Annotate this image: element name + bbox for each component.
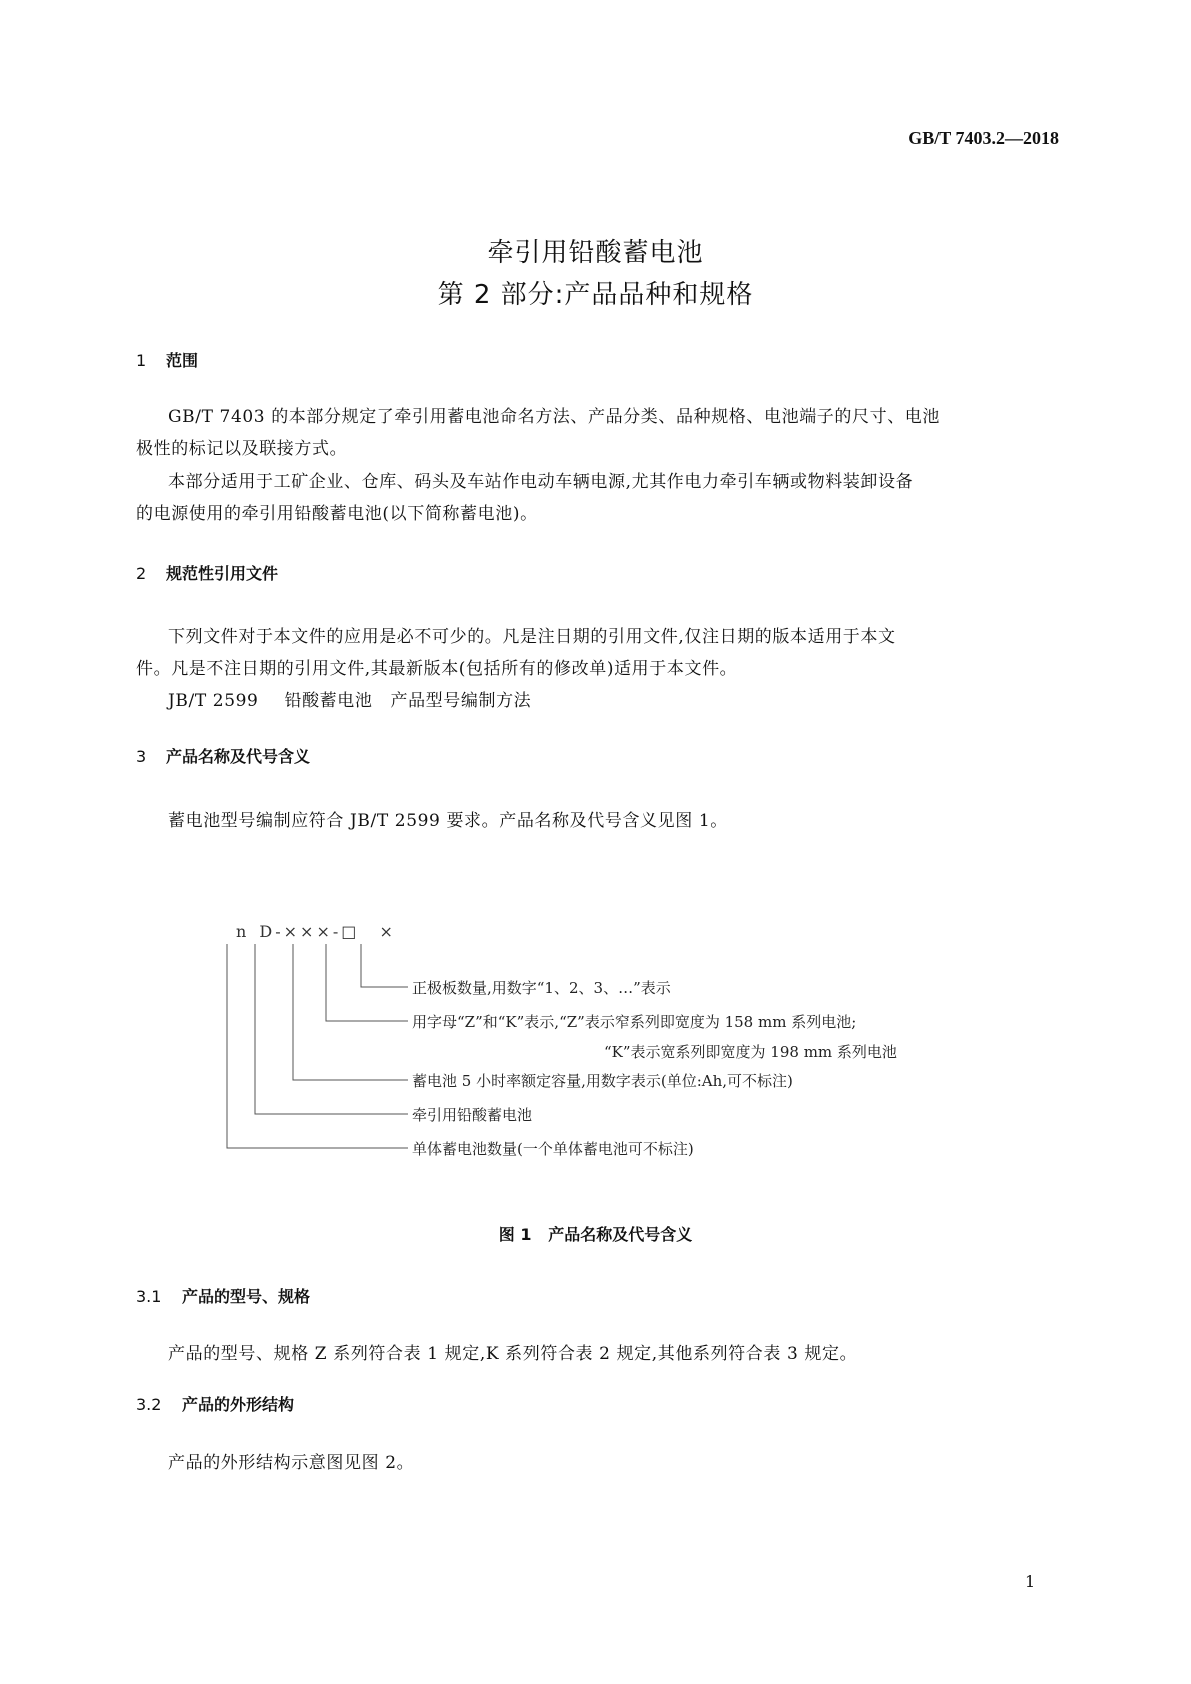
reference-code: JB/T 2599 [168, 691, 259, 711]
figure-1-caption: 图 1 产品名称及代号含义 [498, 1225, 693, 1244]
paragraph: 产品的外形结构示意图见图 2。 [168, 1453, 415, 1473]
code-box: □ [341, 922, 360, 941]
figure-label: “K”表示宽系列即宽度为 198 mm 系列电池 [604, 1043, 897, 1061]
figure-1-model-code [236, 922, 396, 941]
paragraph: 产品的型号、规格 Z 系列符合表 1 规定,K 系列符合表 2 规定,其他系列符合表 3 规定。 [168, 1344, 858, 1364]
document-subtitle: 第 2 部分:产品品种和规格 [437, 280, 754, 310]
section-title: 范围 [166, 351, 199, 370]
document-title: 牵引用铅酸蓄电池 [487, 238, 704, 268]
section-title: 产品的外形结构 [182, 1395, 295, 1414]
section-3-1-heading [136, 1284, 310, 1307]
section-number: 3 [136, 747, 147, 766]
paragraph: GB/T 7403 的本部分规定了牵引用蓄电池命名方法、产品分类、品种规格、电池端子的尺寸、电池 [168, 407, 941, 427]
paragraph: 蓄电池型号编制应符合 JB/T 2599 要求。产品名称及代号含义见图 1。 [168, 811, 728, 831]
code-d: D [259, 922, 276, 941]
figure-label: 正极板数量,用数字“1、2、3、…”表示 [412, 979, 671, 997]
figure-label: 牵引用铅酸蓄电池 [412, 1106, 533, 1124]
section-title: 产品名称及代号含义 [166, 747, 311, 766]
standard-number: GB/T 7403.2—2018 [908, 128, 1059, 148]
figure-label: 蓄电池 5 小时率额定容量,用数字表示(单位:Ah,可不标注) [412, 1072, 793, 1090]
code-dash: - [332, 922, 342, 941]
paragraph: 极性的标记以及联接方式。 [136, 439, 348, 459]
section-number: 1 [136, 351, 147, 370]
paragraph: 下列文件对于本文件的应用是必不可少的。凡是注日期的引用文件,仅注日期的版本适用于本文 [168, 627, 896, 647]
section-3-2-heading [136, 1392, 294, 1415]
section-number: 3.1 [136, 1287, 162, 1306]
paragraph: 本部分适用于工矿企业、仓库、码头及车站作电动车辆电源,尤其作电力牵引车辆或物料装卸设备 [168, 472, 914, 492]
reference-title: 铅酸蓄电池 产品型号编制方法 [284, 691, 532, 711]
section-number: 3.2 [136, 1395, 162, 1414]
page-number: 1 [1025, 1572, 1036, 1591]
code-x: × [379, 922, 396, 941]
code-dash: - [275, 922, 284, 941]
section-number: 2 [136, 564, 147, 583]
code-xxx: ××× [283, 922, 333, 941]
figure-label: 用字母“Z”和“K”表示,“Z”表示窄系列即宽度为 158 mm 系列电池; [412, 1013, 857, 1031]
code-n: n [236, 922, 250, 941]
section-title: 规范性引用文件 [166, 564, 279, 583]
figure-label: 单体蓄电池数量(一个单体蓄电池可不标注) [412, 1140, 694, 1158]
paragraph: 的电源使用的牵引用铅酸蓄电池(以下简称蓄电池)。 [136, 504, 538, 524]
section-title: 产品的型号、规格 [182, 1287, 311, 1306]
paragraph: 件。凡是不注日期的引用文件,其最新版本(包括所有的修改单)适用于本文件。 [136, 659, 738, 679]
